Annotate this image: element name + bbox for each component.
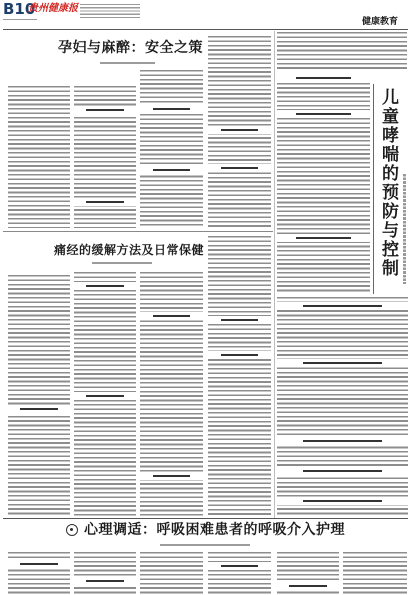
- column-separator: [274, 31, 275, 518]
- body-text-column: [140, 272, 203, 516]
- body-text-column: [8, 86, 70, 228]
- body-text-column: [140, 70, 203, 228]
- body-text-column: [277, 74, 370, 294]
- headline-breathing-care: 心理调适：呼吸困难患者的呼吸介入护理: [84, 522, 345, 538]
- body-text-column: [208, 36, 271, 228]
- body-text-column: [277, 552, 339, 594]
- body-text-column: [74, 552, 136, 594]
- body-text-column: [343, 552, 407, 594]
- article-divider: [3, 231, 273, 232]
- body-text-column: [8, 552, 70, 594]
- subheading: [8, 405, 70, 413]
- byline: [100, 62, 155, 64]
- body-text-column: [277, 297, 408, 516]
- article-divider: [3, 518, 408, 519]
- vertical-byline: [403, 174, 406, 284]
- subheading: [277, 582, 339, 590]
- subheading: [140, 472, 203, 480]
- headline-dysmenorrhea: 痛经的缓解方法及日常保健: [54, 243, 205, 257]
- subheading: [74, 282, 136, 290]
- subheading: [277, 302, 408, 310]
- subheading: [208, 562, 271, 570]
- headline-ornament-icon: [66, 524, 78, 536]
- byline: [160, 544, 250, 546]
- subheading: [277, 467, 408, 475]
- subheading: [208, 316, 271, 324]
- body-text-column: [74, 86, 136, 228]
- vertical-headline-box: [373, 84, 408, 294]
- subheading: [74, 106, 136, 114]
- headline-childhood-asthma: 儿童哮喘的预防与控制: [378, 88, 398, 278]
- body-text-column: [8, 275, 70, 516]
- masthead-logo: 贵州健康报: [28, 3, 78, 14]
- subheading: [277, 437, 408, 445]
- subheading: [140, 166, 203, 174]
- subheading: [277, 497, 408, 505]
- subheading: [208, 351, 271, 359]
- section-title: 健康教育: [362, 17, 399, 27]
- subheading: [140, 105, 203, 113]
- byline: [92, 262, 152, 264]
- intro-paragraph: [277, 32, 407, 70]
- body-text-column: [74, 272, 136, 516]
- subheading: [277, 110, 370, 118]
- issue-date-line: [3, 19, 37, 22]
- body-text-column: [208, 236, 271, 516]
- subheading: [277, 359, 408, 367]
- subheading: [74, 198, 136, 206]
- body-text-column: [208, 552, 271, 594]
- header-rule: [3, 29, 408, 30]
- headline-pregnancy-anesthesia: 孕妇与麻醉：安全之策: [58, 40, 203, 56]
- page-number: B10: [3, 0, 36, 18]
- subheading: [277, 234, 370, 242]
- subheading: [74, 577, 136, 585]
- body-text-column: [140, 552, 203, 594]
- subheading: [208, 126, 271, 134]
- subheading: [140, 312, 203, 320]
- subheading: [74, 392, 136, 400]
- subheading: [8, 560, 70, 568]
- editor-info-block: [80, 4, 140, 19]
- subheading: [277, 74, 370, 82]
- subheading: [208, 164, 271, 172]
